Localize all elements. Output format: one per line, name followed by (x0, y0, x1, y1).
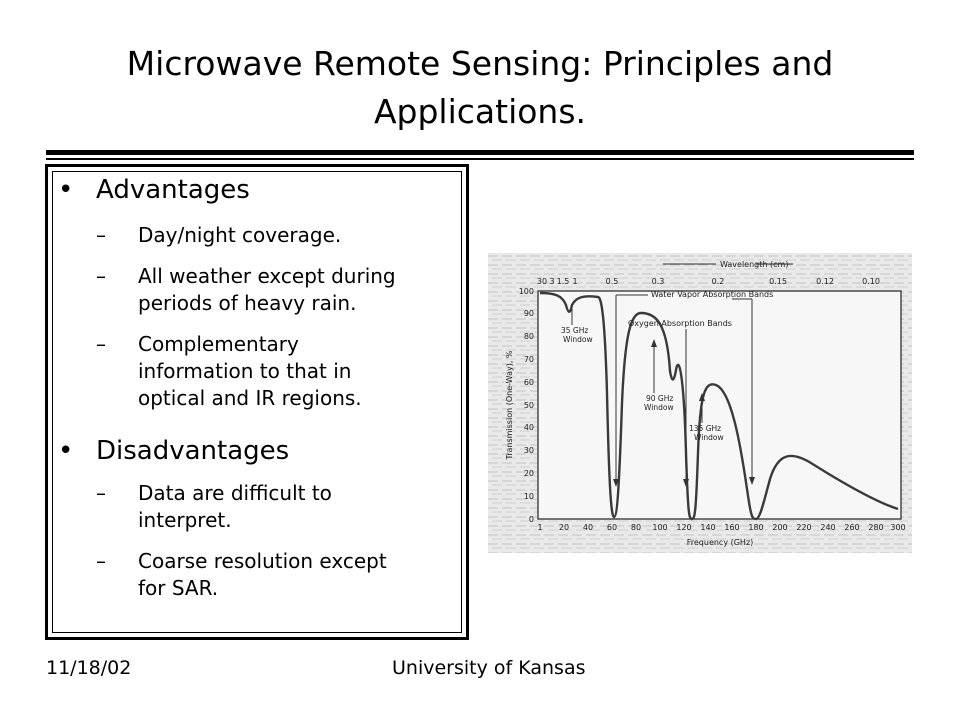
y-tick: 80 (523, 332, 534, 341)
wavelength-tick: 1 (572, 277, 578, 286)
wavelength-tick: 0.5 (605, 277, 619, 286)
y-tick: 100 (518, 287, 534, 296)
footer-org: University of Kansas (392, 657, 586, 679)
sub-item-line: Coarse resolution except (138, 549, 387, 573)
title-divider-thin (46, 158, 914, 160)
x-tick: 20 (558, 523, 570, 532)
wavelength-tick: 3 (549, 277, 555, 286)
x-tick: 240 (820, 523, 836, 532)
sub-item-line: periods of heavy rain. (138, 291, 357, 315)
x-axis-label: Frequency (GHz) (686, 538, 754, 547)
window-35-label-2: Window (563, 335, 593, 344)
y-tick: 50 (523, 401, 534, 410)
dash-marker: – (96, 332, 106, 356)
bullet-advantages (58, 175, 250, 205)
window-90-label-1: 90 GHz (646, 394, 674, 403)
window-135-label-1: 135 GHz (689, 424, 722, 433)
sub-item-line: for SAR. (138, 576, 219, 600)
x-tick: 220 (796, 523, 812, 532)
sub-item-line: Day/night coverage. (138, 223, 342, 247)
x-tick: 40 (582, 523, 594, 532)
water-vapor-label: Water Vapor Absorption Bands (651, 290, 774, 299)
sub-item-line: Complementary (138, 332, 299, 356)
bullet-dot: • (58, 436, 74, 466)
x-tick: 100 (652, 523, 668, 532)
sub-item (96, 331, 362, 412)
wavelength-tick: 0.12 (816, 277, 834, 286)
sub-item (96, 263, 396, 317)
x-tick: 160 (724, 523, 740, 532)
oxygen-label: Oxygen Absorption Bands (628, 319, 732, 328)
window-135-label-2: Window (694, 433, 724, 442)
transmission-figure (488, 253, 912, 553)
title-divider-thick (46, 150, 914, 155)
bullet-disadvantages (58, 436, 290, 466)
x-tick: 180 (748, 523, 764, 532)
sub-item-line: interpret. (138, 508, 232, 532)
x-tick: 300 (890, 523, 906, 532)
x-tick: 260 (844, 523, 860, 532)
sub-item-line: All weather except during (138, 264, 396, 288)
x-tick: 280 (868, 523, 884, 532)
sub-item-line: Data are difficult to (138, 481, 332, 505)
y-tick: 10 (523, 492, 534, 501)
x-tick: 1 (537, 523, 543, 532)
slide-title (40, 40, 920, 136)
wavelength-tick: 1.5 (556, 277, 570, 286)
y-tick: 60 (523, 378, 534, 387)
dash-marker: – (96, 481, 106, 505)
wavelength-tick: 0.2 (711, 277, 725, 286)
x-tick: 140 (700, 523, 716, 532)
wavelength-label: Wavelength (cm) (720, 260, 789, 269)
y-tick: 0 (528, 515, 534, 524)
x-tick: 60 (606, 523, 618, 532)
dash-marker: – (96, 264, 106, 288)
wavelength-tick: 0.3 (651, 277, 665, 286)
y-tick: 40 (523, 423, 534, 432)
footer-date: 11/18/02 (46, 657, 132, 679)
wavelength-tick: 30 (536, 277, 548, 286)
dash-marker: – (96, 549, 106, 573)
x-tick: 120 (676, 523, 692, 532)
transmission-figure-svg (488, 253, 912, 553)
y-tick: 20 (523, 469, 534, 478)
y-axis-label: Transmission (One-Way), % (505, 350, 514, 460)
sub-item (96, 548, 387, 602)
x-tick: 80 (630, 523, 642, 532)
window-35-label-1: 35 GHz (561, 326, 589, 335)
bullet-label: Disadvantages (96, 436, 290, 466)
title-line-2: Applications. (373, 92, 587, 131)
x-tick: 200 (772, 523, 788, 532)
y-tick: 70 (523, 355, 534, 364)
y-tick: 30 (523, 446, 534, 455)
y-tick: 90 (523, 309, 534, 318)
window-90-label-2: Window (644, 403, 674, 412)
wavelength-tick: 0.15 (769, 277, 787, 286)
sub-item (96, 222, 342, 249)
sub-item (96, 480, 332, 534)
sub-item-line: information to that in (138, 359, 352, 383)
bullet-dot: • (58, 175, 74, 205)
sub-item-line: optical and IR regions. (138, 386, 362, 410)
wavelength-tick: 0.10 (862, 277, 880, 286)
bullet-label: Advantages (96, 175, 250, 205)
title-line-1: Microwave Remote Sensing: Principles and (126, 44, 834, 83)
dash-marker: – (96, 223, 106, 247)
